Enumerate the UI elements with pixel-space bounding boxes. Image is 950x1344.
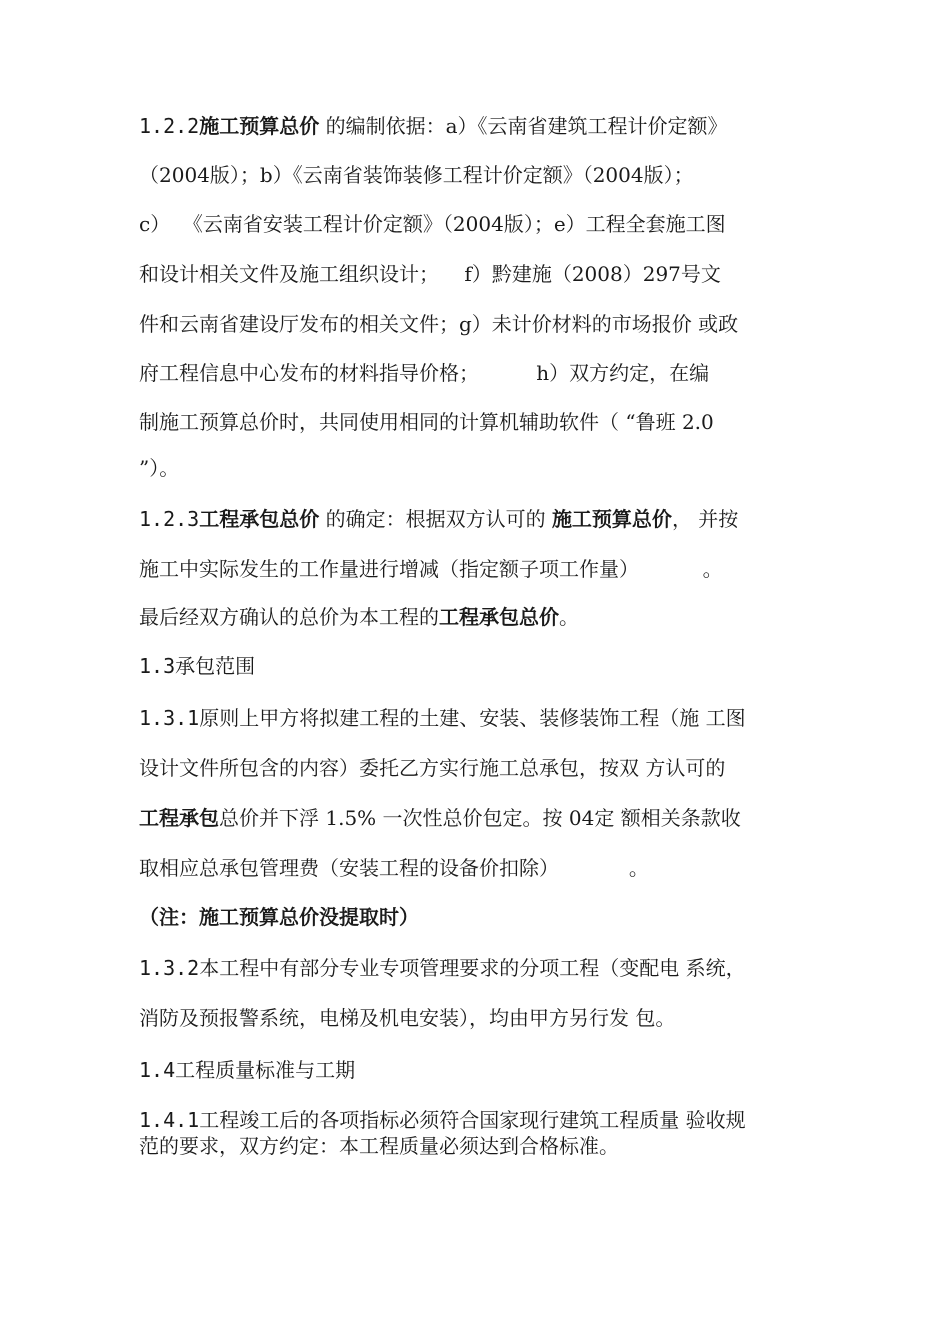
text-segment: 施工中实际发生的工作量进行增减（指定额子项工作量） 。 (139, 557, 723, 581)
text-segment: 1.3.2 (139, 956, 200, 980)
text-line (139, 409, 714, 435)
text-segment: 消防及预报警系统，电梯及机电安装），均由甲方另行发 包。 (139, 1006, 676, 1030)
text-segment: 1.4 (139, 1058, 176, 1082)
bold-term: 工程承包 (139, 806, 219, 830)
bold-term: （注：施工预算总价没提取时） (139, 905, 419, 929)
text-segment: 和设计相关文件及施工组织设计； f）黔建施（2008）297号文 (139, 262, 721, 286)
text-segment: 承包范围 (175, 654, 256, 678)
text-segment: 范的要求，双方约定：本工程质量必须达到合格标准。 (139, 1134, 619, 1158)
text-line (139, 311, 738, 337)
text-segment: 1.3 (139, 654, 176, 678)
text-line (139, 604, 579, 630)
bold-term: 施工预算总价 (199, 114, 320, 138)
text-line (139, 955, 746, 981)
text-line (139, 705, 746, 731)
text-segment: 。 (559, 605, 579, 629)
text-segment: 1.2.2 (139, 114, 200, 138)
text-segment: 取相应总承包管理费（安装工程的设备价扣除） 。 (139, 856, 649, 880)
text-line (139, 755, 725, 781)
text-line (139, 1057, 355, 1083)
text-line (139, 261, 721, 287)
text-segment: （2004版）；b）《云南省装饰装修工程计价定额》（2004版）； (139, 163, 694, 187)
text-segment: 的确定：根据双方认可的 (319, 507, 552, 531)
text-segment: 1.4.1 (139, 1108, 200, 1132)
text-line (139, 855, 649, 881)
text-segment: ， 并按 (671, 507, 739, 531)
text-line (139, 805, 741, 831)
text-line (139, 1005, 675, 1031)
text-line (139, 162, 694, 188)
text-segment: ”）。 (139, 456, 180, 480)
text-line (139, 113, 728, 139)
text-segment: 的编制依据：a）《云南省建筑工程计价定额》 (319, 114, 728, 138)
text-line (139, 556, 723, 582)
bold-term: 施工预算总价 (551, 507, 672, 531)
text-segment: c） 《云南省安装工程计价定额》（2004版）；e）工程全套施工图 (139, 212, 726, 236)
text-segment: 府工程信息中心发布的材料指导价格； h）双方约定，在编 (139, 361, 710, 385)
text-segment: 原则上甲方将拟建工程的土建、安装、装修装饰工程（施 工图 (199, 706, 746, 730)
text-line (139, 653, 255, 679)
bold-term: 工程承包总价 (439, 605, 559, 629)
text-segment: 工程竣工后的各项指标必须符合国家现行建筑工程质量 验收规 (199, 1108, 746, 1132)
text-segment: 总价并下浮 1.5% 一次性总价包定。按 04定 额相关条款收 (219, 806, 741, 830)
text-line (139, 455, 179, 481)
text-segment: 制施工预算总价时，共同使用相同的计算机辅助软件（ “鲁班 2.0 (139, 410, 714, 434)
text-segment: 最后经双方确认的总价为本工程的 (139, 605, 439, 629)
bold-term: 工程承包总价 (199, 507, 320, 531)
text-segment: 1.3.1 (139, 706, 200, 730)
text-segment: 件和云南省建设厅发布的相关文件；g）未计价材料的市场报价 或政 (139, 312, 739, 336)
text-line (139, 1133, 619, 1159)
text-segment: 设计文件所包含的内容）委托乙方实行施工总承包，按双 方认可的 (139, 756, 726, 780)
text-segment: 工程质量标准与工期 (175, 1058, 356, 1082)
text-line (139, 360, 709, 386)
text-line (139, 904, 419, 930)
text-segment: 本工程中有部分专业专项管理要求的分项工程（变配电 系统， (199, 956, 746, 980)
text-segment: 1.2.3 (139, 507, 200, 531)
text-line (139, 506, 738, 532)
text-line (139, 211, 726, 237)
text-line (139, 1107, 746, 1133)
